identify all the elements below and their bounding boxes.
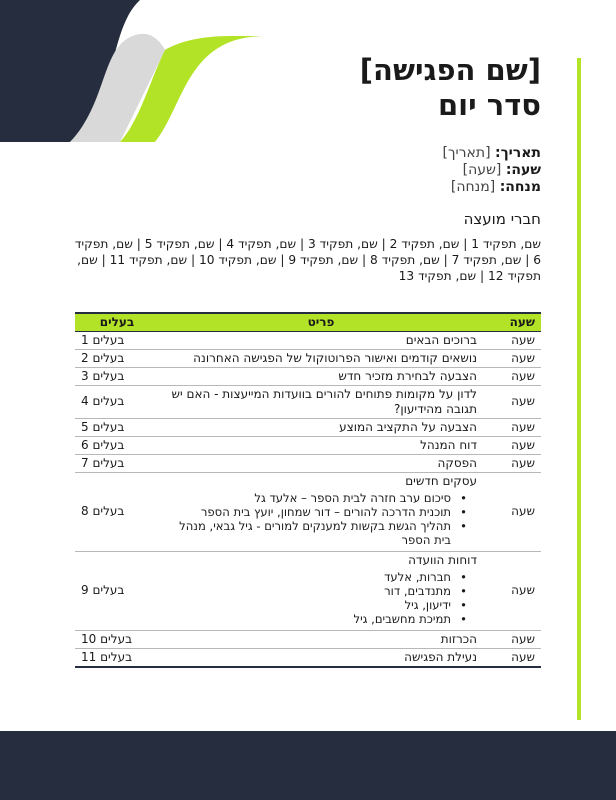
row-time: שעה	[483, 454, 541, 472]
row-owner: בעלים 8	[75, 472, 159, 551]
members-list: שם, תפקיד 1 | שם, תפקיד 2 | שם, תפקיד 3 | שם, תפקיד 4 | שם, תפקיד 5 | שם, תפקיד 6 | שם, תפקיד 7 | שם, תפקיד 8 | שם, תפקיד 9 | שם, תפקיד 10 | שם, תפקיד 11 | שם, תפקיד 12 | שם, תפקיד 13	[74, 237, 541, 283]
meta-time-label: שעה:	[505, 162, 541, 178]
row-time: שעה	[483, 472, 541, 551]
bullet-list	[165, 491, 477, 547]
row-owner: בעלים 6	[75, 436, 159, 454]
row-item: נושאים קודמים ואישור הפרוטוקול של הפגישה האחרונה	[159, 349, 483, 367]
bullet-list	[165, 570, 477, 626]
row-owner: בעלים 11	[75, 648, 159, 667]
table-row	[75, 331, 541, 349]
footer-band	[0, 731, 616, 800]
table-row	[75, 349, 541, 367]
agenda-table	[75, 312, 541, 668]
row-owner: בעלים 9	[75, 551, 159, 630]
row-item-with-list	[159, 551, 483, 630]
row-item-with-list	[159, 472, 483, 551]
members-heading: חברי מועצה	[463, 210, 541, 228]
meta-date-label: תאריך:	[495, 145, 541, 161]
row-owner: בעלים 1	[75, 331, 159, 349]
row-item: ברוכים הבאים	[159, 331, 483, 349]
meta-facilitator	[451, 179, 541, 195]
row-time: שעה	[483, 367, 541, 385]
list-item: • תוכנית הדרכה להורים – דור שמחון, יועץ בית הספר	[165, 505, 469, 519]
table-row	[75, 551, 541, 630]
row-time: שעה	[483, 418, 541, 436]
row-item: דוח המנהל	[159, 436, 483, 454]
row-owner: בעלים 4	[75, 385, 159, 418]
agenda-header-row	[75, 313, 541, 331]
row-item: הפסקה	[159, 454, 483, 472]
list-item: • חברות, אלעד	[165, 570, 469, 584]
meta-date	[443, 145, 542, 161]
accent-rule	[577, 58, 581, 720]
row-time: שעה	[483, 436, 541, 454]
row-time: שעה	[483, 648, 541, 667]
meta-facilitator-label: מנחה:	[499, 179, 541, 195]
meta-time-value: [שעה]	[462, 162, 502, 178]
list-item: • ידיעון, גיל	[165, 598, 469, 612]
meta-date-value: [תאריך]	[442, 145, 491, 161]
list-item: • תהליך הגשת בקשות למענקים למורים - גיל גבאי, מנהל בית הספר	[165, 519, 469, 547]
list-item: • מתנדבים, דור	[165, 584, 469, 598]
row-owner: בעלים 7	[75, 454, 159, 472]
row-time: שעה	[483, 385, 541, 418]
header-owner: בעלים	[75, 313, 159, 331]
row-item: נעילת הפגישה	[159, 648, 483, 667]
row-time: שעה	[483, 630, 541, 648]
header-item: פריט	[159, 313, 483, 331]
page-subtitle: סדר יום	[437, 88, 541, 122]
list-item: • סיכום ערב חזרה לבית הספר – אלעד גל	[165, 491, 469, 505]
table-row	[75, 630, 541, 648]
table-row	[75, 367, 541, 385]
table-row	[75, 648, 541, 667]
row-owner: בעלים 10	[75, 630, 159, 648]
table-row	[75, 454, 541, 472]
row-item: דוחות הוועדה	[408, 552, 477, 567]
list-item: • תמיכת מחשבים, גיל	[165, 612, 469, 626]
row-owner: בעלים 3	[75, 367, 159, 385]
row-owner: בעלים 2	[75, 349, 159, 367]
row-item: לדון על מקומות פתוחים להורים בוועדות המייעצות - האם יש תגובה מהידיעון?	[159, 385, 483, 418]
page-title: [שם הפגישה]	[359, 53, 541, 87]
table-row	[75, 385, 541, 418]
row-time: שעה	[483, 551, 541, 630]
table-row	[75, 436, 541, 454]
header-time: שעה	[483, 313, 541, 331]
meta-time	[463, 162, 541, 178]
row-owner: בעלים 5	[75, 418, 159, 436]
row-time: שעה	[483, 331, 541, 349]
table-row	[75, 418, 541, 436]
row-item: הצבעה על התקציב המוצע	[159, 418, 483, 436]
row-time: שעה	[483, 349, 541, 367]
table-row	[75, 472, 541, 551]
row-item: הכרזות	[159, 630, 483, 648]
row-item: הצבעה לבחירת מזכיר חדש	[159, 367, 483, 385]
row-item: עסקים חדשים	[405, 473, 477, 488]
meta-facilitator-value: [מנחה]	[450, 179, 496, 195]
